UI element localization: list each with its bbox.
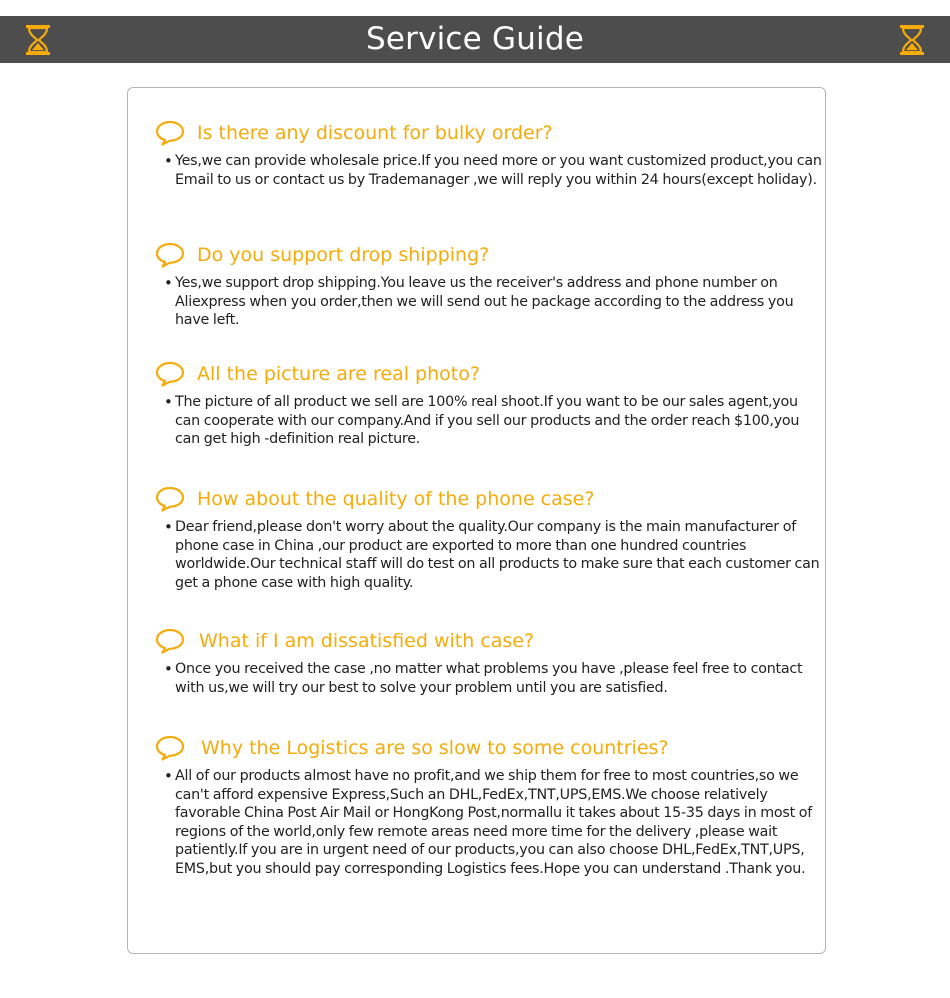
faq-question: Is there any discount for bulky order? [197, 122, 553, 144]
faq-question-row [128, 359, 827, 389]
speech-bubble-icon [155, 628, 185, 654]
bullet-icon: • [164, 393, 173, 411]
faq-answer: Yes,we support drop shipping.You leave us the receiver's address and phone number on Aliexpress when you order,then we will send out he package according to the address you have left. [175, 275, 794, 328]
page-title: Service Guide [365, 21, 585, 57]
speech-bubble-icon [155, 242, 185, 268]
bullet-icon: • [164, 518, 173, 536]
faq-answer-row [164, 152, 824, 189]
bullet-icon: • [164, 660, 173, 678]
speech-bubble-icon [155, 735, 185, 761]
header-bar [0, 16, 950, 63]
faq-question: Do you support drop shipping? [197, 244, 490, 266]
faq-answer-row [164, 767, 824, 878]
speech-bubble-icon [155, 486, 185, 512]
faq-answer: Once you received the case ,no matter what problems you have ,please feel free to contact with us,we will try our best to solve your problem until you are satisfied. [175, 661, 803, 696]
faq-question-row [128, 733, 827, 763]
faq-question: Why the Logistics are so slow to some countries? [201, 737, 669, 759]
faq-question: All the picture are real photo? [197, 363, 480, 385]
faq-answer-row [164, 274, 824, 330]
speech-bubble-icon [155, 361, 185, 387]
faq-question-row [128, 626, 827, 656]
faq-answer: Yes,we can provide wholesale price.If you need more or you want customized product,you can Email to us or contact us by Trademanager ,we will reply you within 24 hours(except holiday). [175, 153, 822, 188]
speech-bubble-icon [155, 120, 185, 146]
faq-question-row [128, 240, 827, 270]
hourglass-icon [899, 24, 925, 56]
bullet-icon: • [164, 767, 173, 785]
faq-question: How about the quality of the phone case? [197, 488, 595, 510]
faq-answer: Dear friend,please don't worry about the quality.Our company is the main manufacturer of phone case in China ,our product are exported to more than one hundred countries worldwide.Our technical staff will do test on all products to make sure that each customer can get a phone case with high quality. [175, 519, 820, 591]
faq-answer-row [164, 660, 824, 697]
faq-question-row [128, 118, 827, 148]
faq-answer-row [164, 518, 824, 592]
faq-answer: All of our products almost have no profit,and we ship them for free to most countries,so we can't afford expensive Express,Such an DHL,FedEx,TNT,UPS,EMS.We choose relatively favorable China Post Air Mail or HongKong Post,normallu it takes about 15-35 days in most of regions of the world,only few remote areas need more time for the delivery ,please wait patiently.If you are in urgent need of our products,you can also choose DHL,FedEx,TNT,UPS, EMS,but you should pay corresponding Logistics fees.Hope you can understand .Thank you. [175, 768, 813, 877]
faq-panel [127, 87, 826, 954]
faq-question: What if I am dissatisfied with case? [199, 630, 535, 652]
bullet-icon: • [164, 152, 173, 170]
bullet-icon: • [164, 274, 173, 292]
faq-answer: The picture of all product we sell are 100% real shoot.If you want to be our sales agent,you can cooperate with our company.And if you sell our products and the order reach $100,you can get high -definition real picture. [175, 394, 800, 447]
faq-answer-row [164, 393, 824, 449]
faq-question-row [128, 484, 827, 514]
